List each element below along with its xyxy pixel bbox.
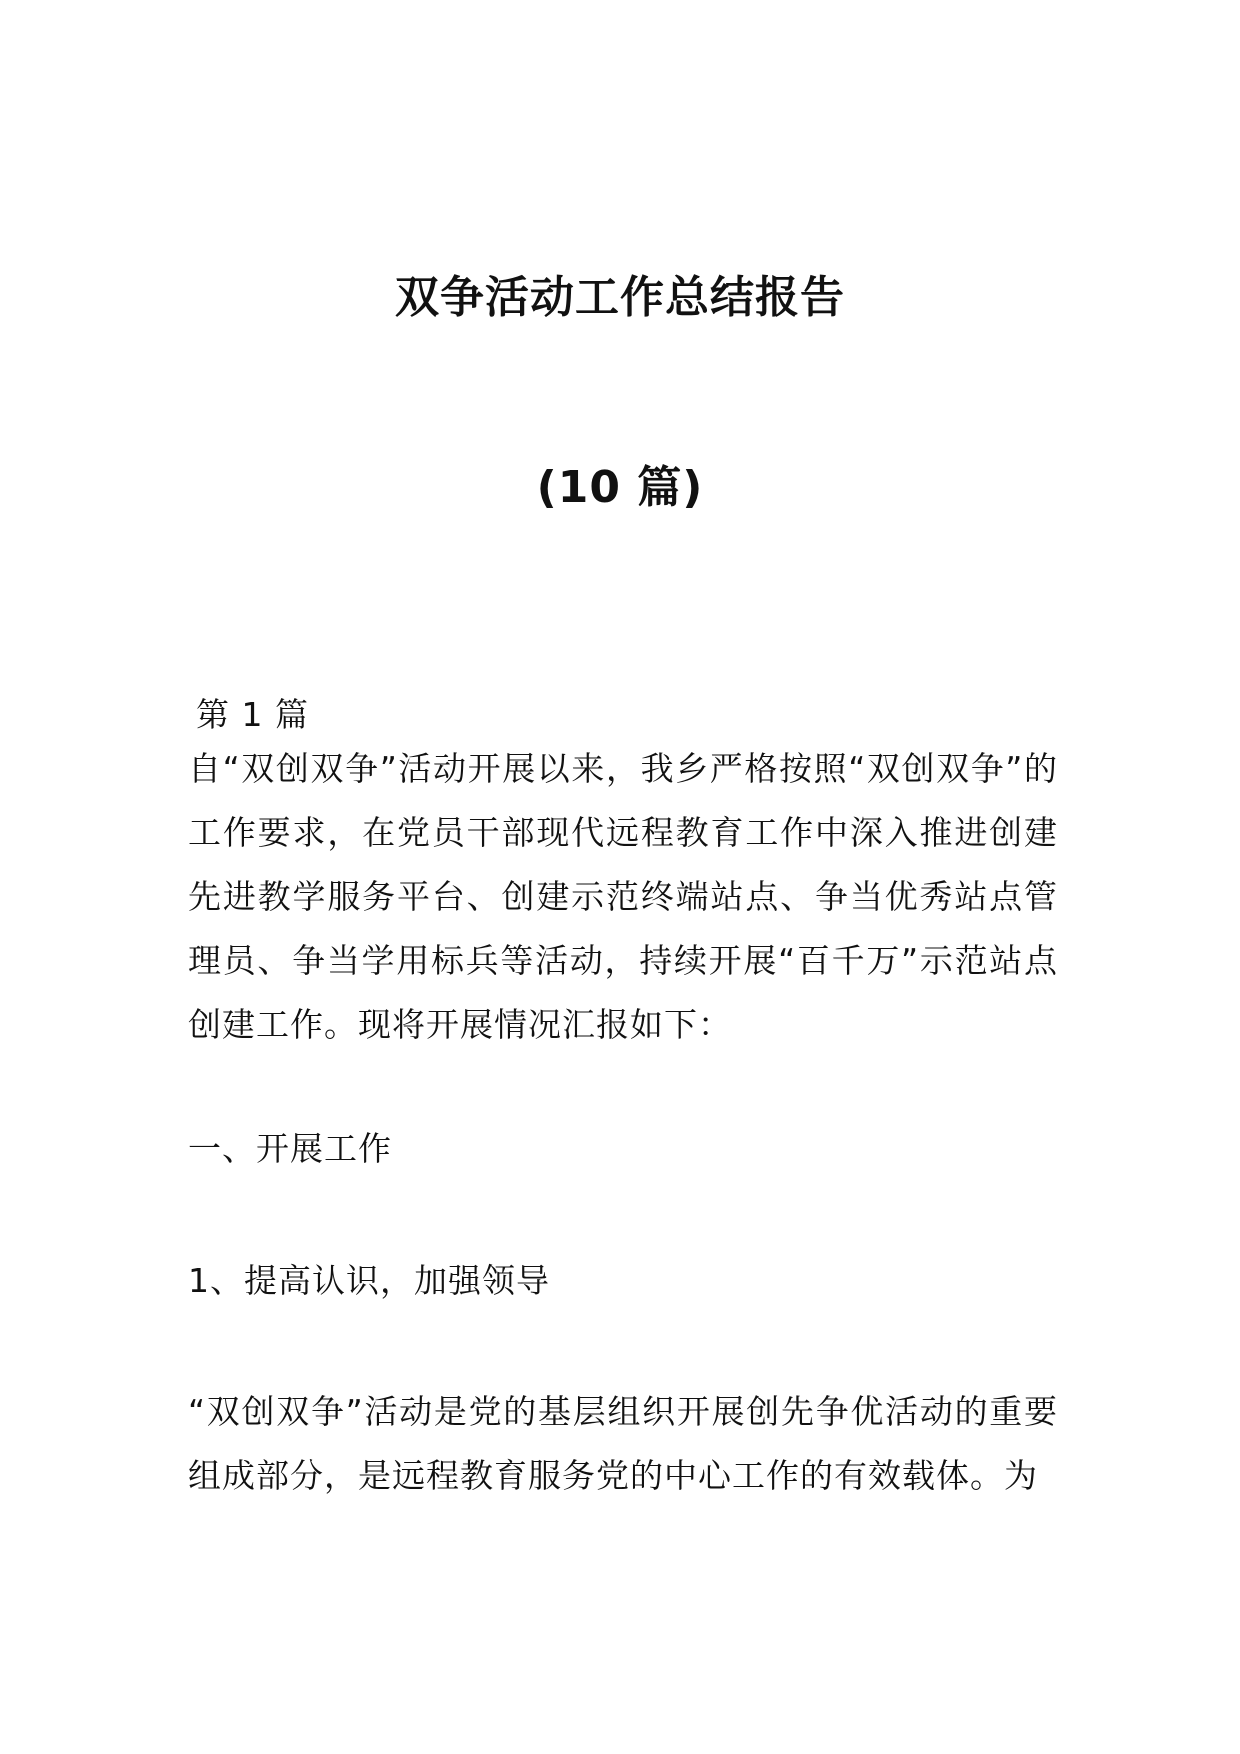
subsection-heading: 1、提高认识，加强领导	[188, 1261, 550, 1300]
chapter-label: 第 1 篇	[196, 695, 309, 734]
document-title: 双争活动工作总结报告	[395, 272, 845, 323]
body-paragraph: “双创双争”活动是党的基层组织开展创先争优活动的重要组成部分，是远程教育服务党的中心工作的有效载体。为	[188, 1392, 1058, 1495]
document-subtitle: (10 篇)	[536, 462, 704, 513]
section-heading: 一、开展工作	[188, 1129, 392, 1168]
intro-paragraph: 自“双创双争”活动开展以来，我乡严格按照“双创双争”的工作要求，在党员干部现代远程教育工作中深入推进创建先进教学服务平台、创建示范终端站点、争当优秀站点管理员、争当学用标兵等活动，持续开展“百千万”示范站点创建工作。现将开展情况汇报如下：	[188, 749, 1058, 1044]
